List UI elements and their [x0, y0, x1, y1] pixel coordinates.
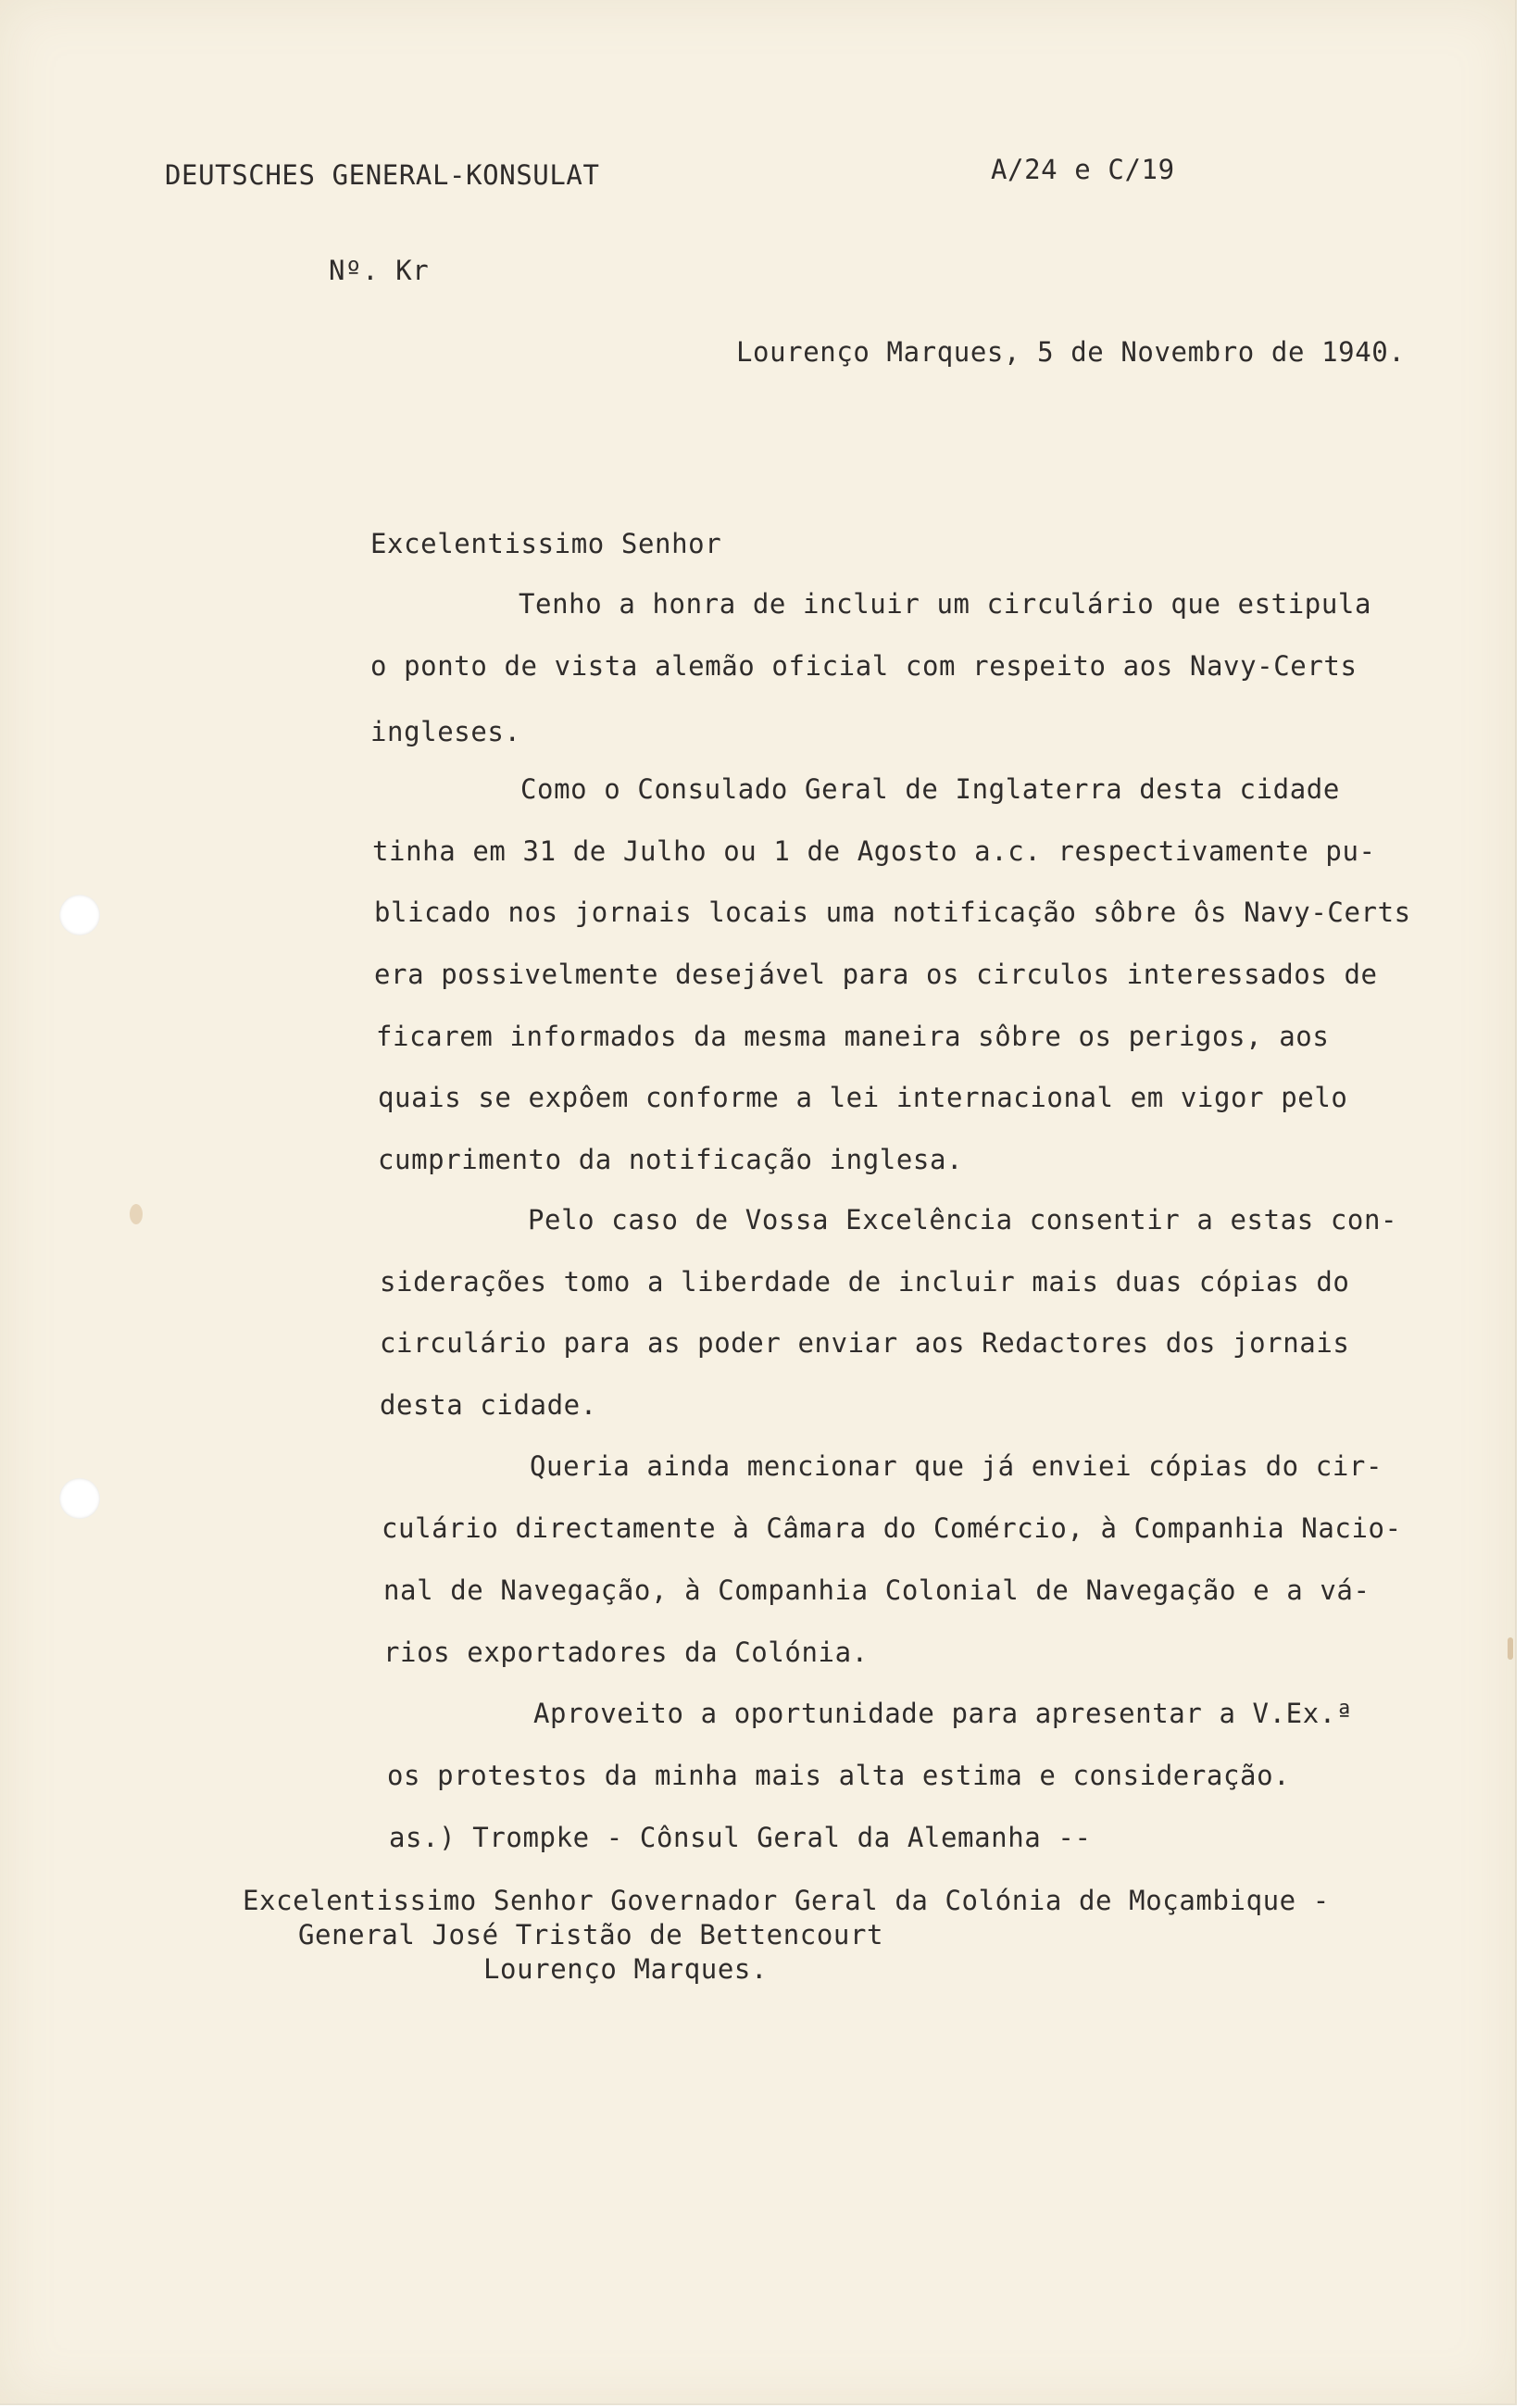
addressee-line: Excelentissimo Senhor Governador Geral da Colónia de Moçambique -: [243, 1885, 1330, 1916]
body-line: Pelo caso de Vossa Excelência consentir a estas con-: [528, 1204, 1398, 1235]
body-line: nal de Navegação, à Companhia Colonial de Navegação e a vá-: [383, 1574, 1371, 1606]
signature-line: as.) Trompke - Cônsul Geral da Alemanha --: [389, 1822, 1092, 1853]
file-reference: A/24 e C/19: [991, 154, 1175, 185]
body-line: os protestos da minha mais alta estima e consideração.: [387, 1760, 1291, 1791]
body-line: siderações tomo a liberdade de incluir mais duas cópias do: [380, 1266, 1350, 1298]
body-line: circulário para as poder enviar aos Redactores dos jornais: [380, 1327, 1350, 1359]
body-line: quais se expôem conforme a lei internacional em vigor pelo: [378, 1082, 1348, 1113]
body-line: o ponto de vista alemão oficial com respeito aos Navy-Certs: [370, 650, 1358, 682]
paper-stain: [130, 1204, 143, 1224]
addressee-line: Lourenço Marques.: [483, 1953, 769, 1985]
body-line: era possivelmente desejável para os circulos interessados de: [374, 959, 1378, 990]
body-line: Aproveito a oportunidade para apresentar a V.Ex.ª: [533, 1698, 1353, 1729]
document-number: Nº. Kr: [329, 255, 430, 286]
body-line: Como o Consulado Geral de Inglaterra desta cidade: [520, 773, 1340, 805]
place-and-date: Lourenço Marques, 5 de Novembro de 1940.: [736, 336, 1406, 368]
body-line: cumprimento da notificação inglesa.: [378, 1144, 964, 1175]
punch-hole-top: [59, 895, 100, 935]
punch-hole-bottom: [59, 1478, 100, 1519]
body-line: tinha em 31 de Julho ou 1 de Agosto a.c. respectivamente pu-: [372, 835, 1376, 867]
edge-mark: [1508, 1637, 1513, 1660]
body-line: culário directamente à Câmara do Comércio, à Companhia Nacio-: [382, 1512, 1402, 1544]
salutation: Excelentissimo Senhor: [370, 528, 722, 559]
addressee-line: General José Tristão de Bettencourt: [298, 1919, 884, 1950]
body-line: Queria ainda mencionar que já enviei cópias do cir-: [530, 1450, 1383, 1482]
consulate-heading: DEUTSCHES GENERAL-KONSULAT: [165, 159, 600, 191]
body-line: rios exportadores da Colónia.: [383, 1637, 869, 1668]
body-line: blicado nos jornais locais uma notificação sôbre ôs Navy-Certs: [374, 897, 1411, 928]
body-line: Tenho a honra de incluir um circulário que estipula: [519, 588, 1372, 620]
body-line: desta cidade.: [380, 1389, 597, 1421]
body-line: ingleses.: [370, 716, 521, 747]
body-line: ficarem informados da mesma maneira sôbre os perigos, aos: [376, 1021, 1330, 1052]
